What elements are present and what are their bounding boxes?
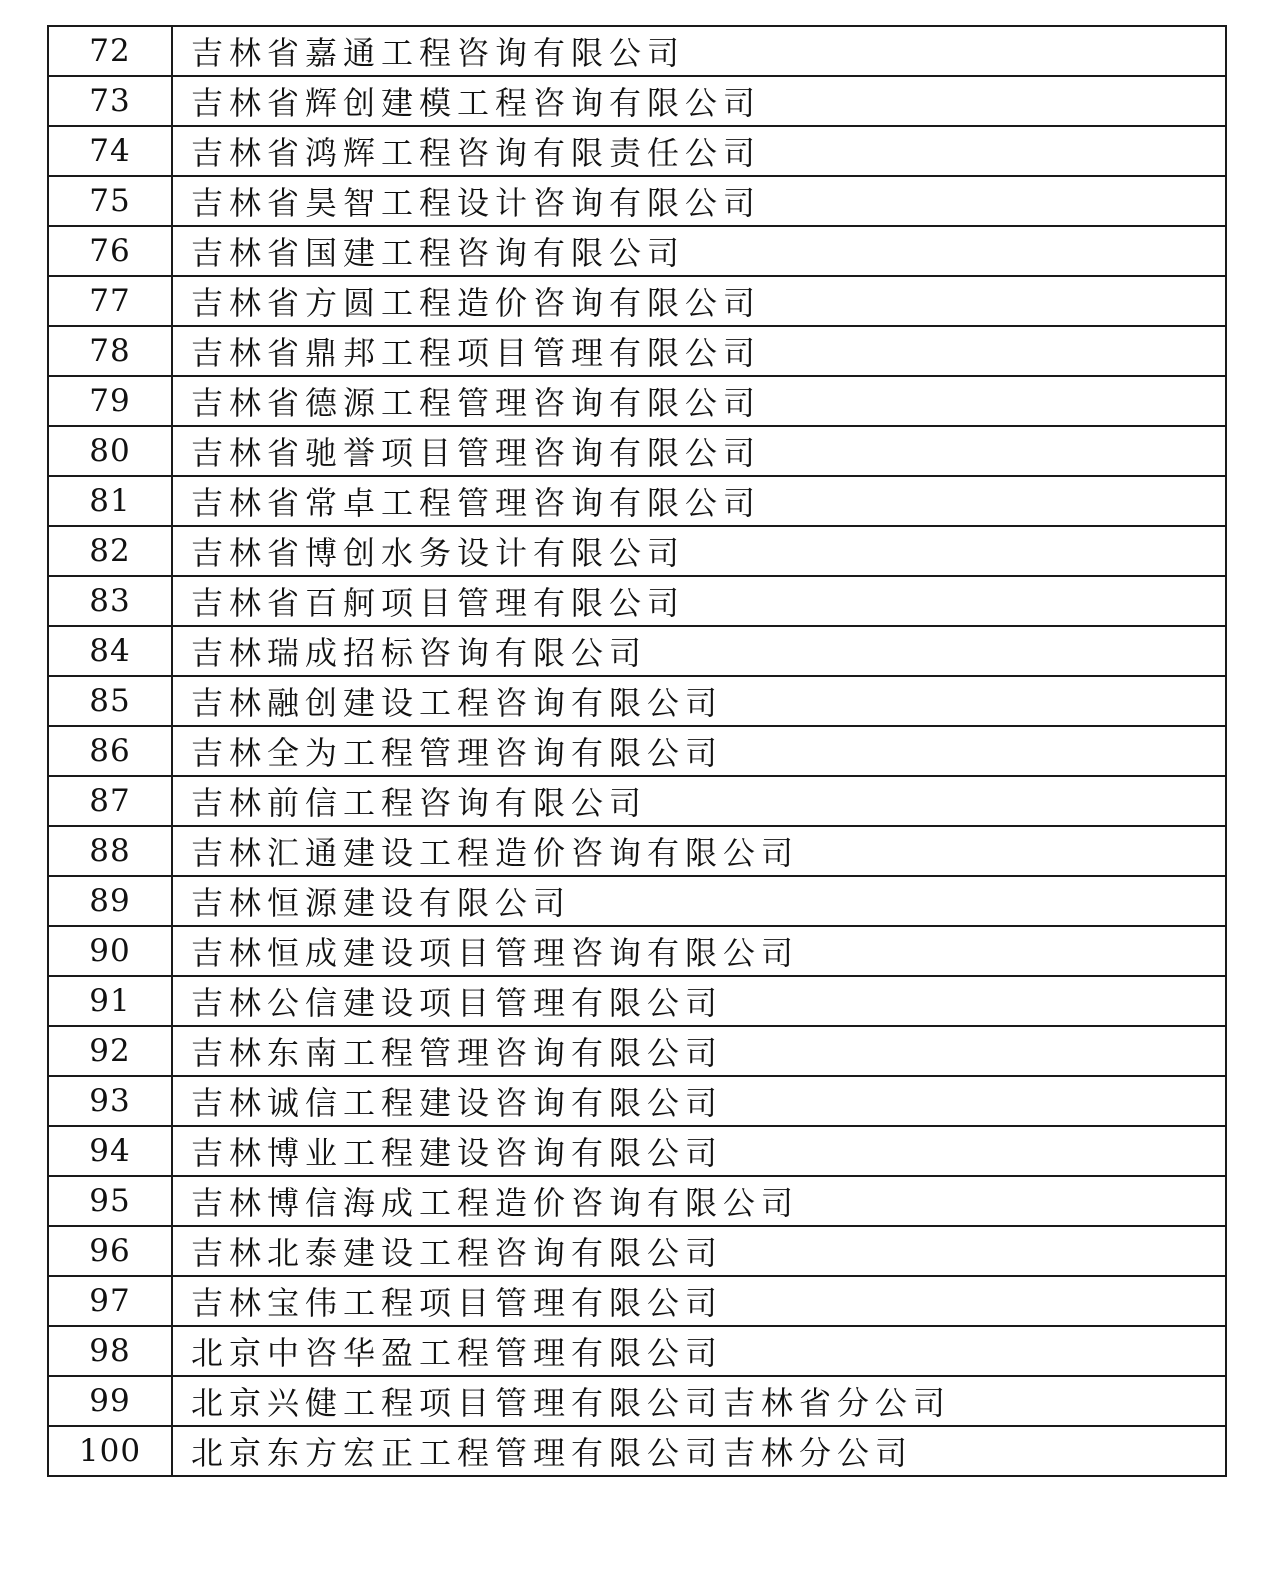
row-number: 95	[48, 1176, 172, 1226]
table-row	[48, 26, 1226, 76]
table-row	[48, 1076, 1226, 1126]
table-row	[48, 426, 1226, 476]
row-number: 76	[48, 226, 172, 276]
table-row	[48, 526, 1226, 576]
company-list-body	[48, 26, 1226, 1476]
company-name: 吉林博业工程建设咨询有限公司	[172, 1126, 1226, 1176]
table-row	[48, 1276, 1226, 1326]
table-row	[48, 176, 1226, 226]
company-name: 吉林省鼎邦工程项目管理有限公司	[172, 326, 1226, 376]
company-name: 吉林省鸿辉工程咨询有限责任公司	[172, 126, 1226, 176]
table-row	[48, 576, 1226, 626]
company-name: 吉林宝伟工程项目管理有限公司	[172, 1276, 1226, 1326]
company-name: 北京中咨华盈工程管理有限公司	[172, 1326, 1226, 1376]
table-row	[48, 626, 1226, 676]
company-name: 吉林北泰建设工程咨询有限公司	[172, 1226, 1226, 1276]
row-number: 75	[48, 176, 172, 226]
company-name: 吉林省博创水务设计有限公司	[172, 526, 1226, 576]
company-name: 吉林全为工程管理咨询有限公司	[172, 726, 1226, 776]
row-number: 97	[48, 1276, 172, 1326]
company-name: 吉林瑞成招标咨询有限公司	[172, 626, 1226, 676]
row-number: 72	[48, 26, 172, 76]
company-name: 吉林恒源建设有限公司	[172, 876, 1226, 926]
row-number: 82	[48, 526, 172, 576]
company-name: 吉林前信工程咨询有限公司	[172, 776, 1226, 826]
table-row	[48, 926, 1226, 976]
row-number: 92	[48, 1026, 172, 1076]
company-name: 吉林省国建工程咨询有限公司	[172, 226, 1226, 276]
row-number: 87	[48, 776, 172, 826]
company-name: 吉林省嘉通工程咨询有限公司	[172, 26, 1226, 76]
row-number: 79	[48, 376, 172, 426]
company-list-table	[47, 25, 1227, 1477]
table-row	[48, 826, 1226, 876]
row-number: 90	[48, 926, 172, 976]
company-name: 吉林融创建设工程咨询有限公司	[172, 676, 1226, 726]
row-number: 93	[48, 1076, 172, 1126]
table-row	[48, 1176, 1226, 1226]
company-name: 吉林省常卓工程管理咨询有限公司	[172, 476, 1226, 526]
company-name: 吉林省德源工程管理咨询有限公司	[172, 376, 1226, 426]
table-row	[48, 1426, 1226, 1476]
table-row	[48, 676, 1226, 726]
company-name: 吉林省昊智工程设计咨询有限公司	[172, 176, 1226, 226]
row-number: 74	[48, 126, 172, 176]
table-row	[48, 1026, 1226, 1076]
table-row	[48, 1126, 1226, 1176]
row-number: 78	[48, 326, 172, 376]
row-number: 85	[48, 676, 172, 726]
company-name: 吉林省驰誉项目管理咨询有限公司	[172, 426, 1226, 476]
table-row	[48, 326, 1226, 376]
table-row	[48, 276, 1226, 326]
table-row	[48, 76, 1226, 126]
row-number: 81	[48, 476, 172, 526]
table-row	[48, 1226, 1226, 1276]
company-name: 吉林汇通建设工程造价咨询有限公司	[172, 826, 1226, 876]
company-name: 吉林恒成建设项目管理咨询有限公司	[172, 926, 1226, 976]
row-number: 96	[48, 1226, 172, 1276]
company-name: 吉林东南工程管理咨询有限公司	[172, 1026, 1226, 1076]
row-number: 77	[48, 276, 172, 326]
table-row	[48, 476, 1226, 526]
table-row	[48, 226, 1226, 276]
row-number: 94	[48, 1126, 172, 1176]
row-number: 80	[48, 426, 172, 476]
row-number: 89	[48, 876, 172, 926]
table-row	[48, 1326, 1226, 1376]
row-number: 83	[48, 576, 172, 626]
row-number: 84	[48, 626, 172, 676]
table-row	[48, 876, 1226, 926]
table-row	[48, 126, 1226, 176]
row-number: 86	[48, 726, 172, 776]
company-name: 北京东方宏正工程管理有限公司吉林分公司	[172, 1426, 1226, 1476]
table-row	[48, 726, 1226, 776]
company-name: 北京兴健工程项目管理有限公司吉林省分公司	[172, 1376, 1226, 1426]
company-name: 吉林诚信工程建设咨询有限公司	[172, 1076, 1226, 1126]
company-name: 吉林省百舸项目管理有限公司	[172, 576, 1226, 626]
row-number: 100	[48, 1426, 172, 1476]
table-row	[48, 1376, 1226, 1426]
company-name: 吉林省方圆工程造价咨询有限公司	[172, 276, 1226, 326]
table-row	[48, 376, 1226, 426]
company-name: 吉林公信建设项目管理有限公司	[172, 976, 1226, 1026]
row-number: 99	[48, 1376, 172, 1426]
row-number: 91	[48, 976, 172, 1026]
company-name: 吉林省辉创建模工程咨询有限公司	[172, 76, 1226, 126]
table-row	[48, 776, 1226, 826]
table-row	[48, 976, 1226, 1026]
company-name: 吉林博信海成工程造价咨询有限公司	[172, 1176, 1226, 1226]
row-number: 88	[48, 826, 172, 876]
row-number: 73	[48, 76, 172, 126]
row-number: 98	[48, 1326, 172, 1376]
